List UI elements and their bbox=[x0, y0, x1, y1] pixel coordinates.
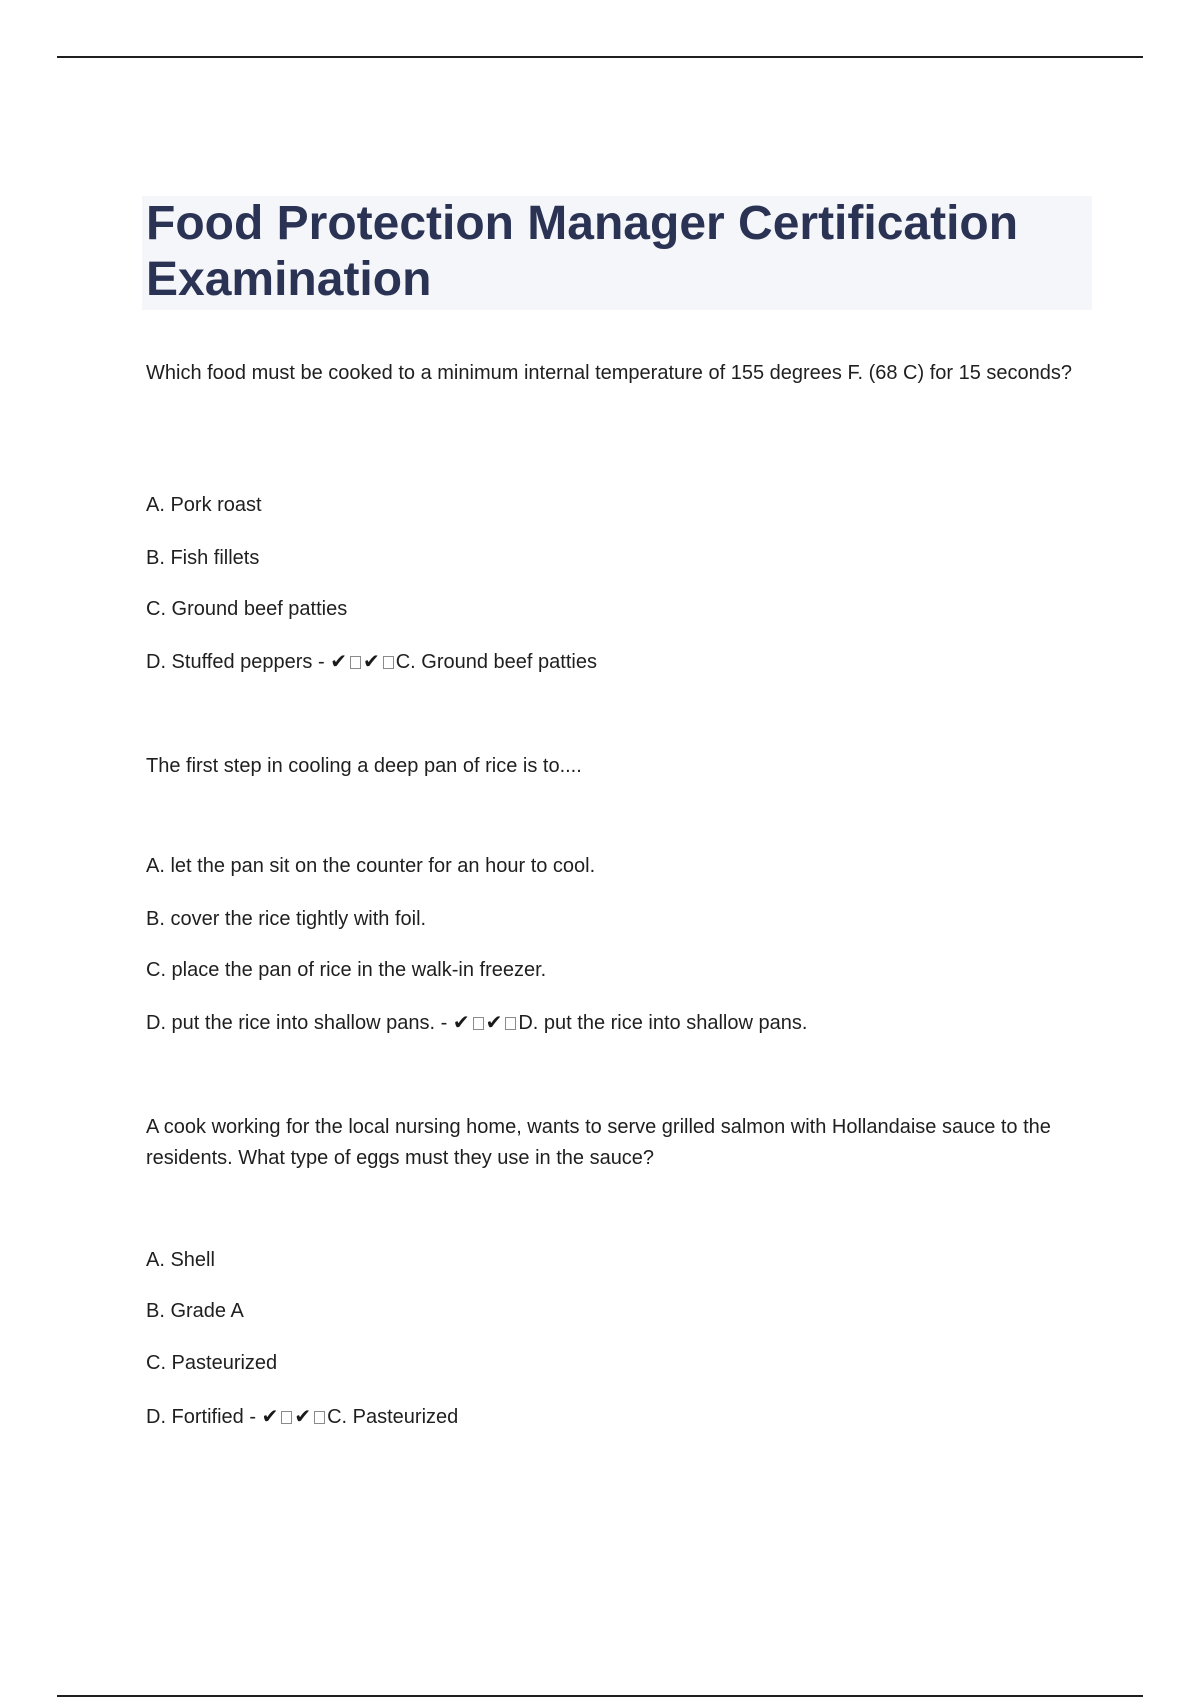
bottom-rule bbox=[57, 1695, 1143, 1697]
question-3-option-a: A. Shell bbox=[146, 1249, 215, 1271]
title-banner bbox=[142, 196, 1092, 310]
question-2-option-a: A. let the pan sit on the counter for an hour to cool. bbox=[146, 855, 596, 877]
question-2-option-b: B. cover the rice tightly with foil. bbox=[146, 908, 427, 930]
question-3-answer: C. Pasteurized bbox=[327, 1406, 459, 1428]
question-2-answer: D. put the rice into shallow pans. bbox=[518, 1012, 808, 1034]
question-3-option-d-line bbox=[146, 1403, 1086, 1430]
empty-box-icon bbox=[350, 656, 361, 669]
page-title: Food Protection Manager Certification Examination bbox=[146, 197, 1019, 306]
question-1-option-c: C. Ground beef patties bbox=[146, 598, 348, 620]
question-3-option-c: C. Pasteurized bbox=[146, 1352, 278, 1374]
check-mark-icon: ✔ bbox=[362, 649, 380, 673]
question-3-option-d: D. Fortified - bbox=[146, 1406, 262, 1428]
question-2-prompt: The first step in cooling a deep pan of rice is to.... bbox=[146, 755, 582, 777]
question-1-prompt: Which food must be cooked to a minimum internal temperature of 155 degrees F. (68 C) for 15 seconds? bbox=[146, 362, 1073, 384]
check-mark-icon: ✔ bbox=[485, 1010, 503, 1034]
question-3-option-b: B. Grade A bbox=[146, 1300, 244, 1322]
empty-box-icon bbox=[473, 1017, 484, 1030]
question-1-answer: C. Ground beef patties bbox=[395, 651, 597, 673]
empty-box-icon bbox=[314, 1411, 325, 1424]
empty-box-icon bbox=[281, 1411, 292, 1424]
question-1-option-d-line bbox=[146, 648, 1086, 675]
question-2-option-d: D. put the rice into shallow pans. - bbox=[146, 1012, 453, 1034]
check-mark-icon: ✔ bbox=[261, 1404, 279, 1428]
question-1-option-b: B. Fish fillets bbox=[146, 547, 260, 569]
empty-box-icon bbox=[383, 656, 394, 669]
check-mark-icon: ✔ bbox=[294, 1404, 312, 1428]
question-1-option-d: D. Stuffed peppers - bbox=[146, 651, 331, 673]
check-mark-icon: ✔ bbox=[330, 649, 347, 673]
check-mark-icon: ✔ bbox=[452, 1010, 470, 1034]
empty-box-icon bbox=[505, 1017, 516, 1030]
question-2-option-c: C. place the pan of rice in the walk-in freezer. bbox=[146, 959, 547, 981]
question-3-prompt: A cook working for the local nursing home, wants to serve grilled salmon with Hollandaise sauce to the residents. What type of eggs must they use in the sauce? bbox=[146, 1116, 1051, 1169]
top-rule bbox=[57, 56, 1143, 58]
question-1-option-a: A. Pork roast bbox=[146, 494, 262, 516]
question-2-option-d-line bbox=[146, 1009, 1086, 1036]
